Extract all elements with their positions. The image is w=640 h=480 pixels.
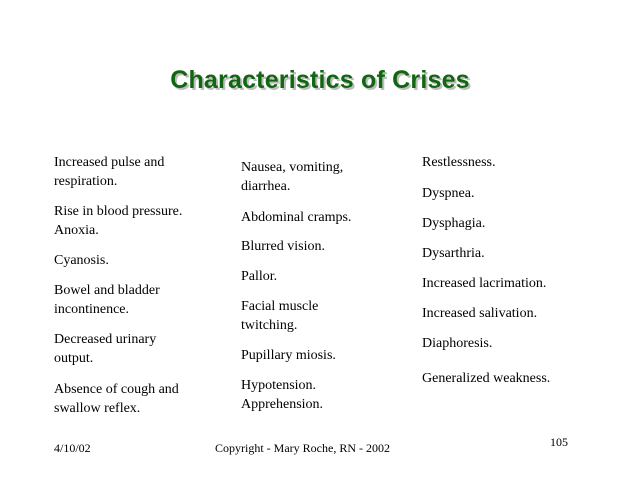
- symptom-item: [241, 267, 277, 286]
- symptom-line: Pupillary miosis.: [241, 348, 336, 363]
- symptom-line: Apprehension.: [241, 397, 324, 412]
- symptom-line: diarrhea.: [241, 179, 291, 194]
- symptom-line: Cyanosis.: [54, 253, 109, 268]
- symptom-item: [422, 184, 475, 203]
- symptom-item: [422, 334, 492, 353]
- symptom-item: [422, 274, 546, 293]
- symptom-item: [241, 237, 325, 256]
- symptom-line: swallow reflex.: [54, 401, 141, 416]
- symptom-item: [422, 304, 537, 323]
- symptom-item: [241, 158, 343, 196]
- symptom-line: Bowel and bladder: [54, 283, 160, 298]
- symptom-line: Generalized weakness.: [422, 371, 551, 386]
- symptom-item: [54, 281, 160, 319]
- symptom-item: [241, 208, 351, 227]
- symptom-item: [54, 251, 109, 270]
- symptom-item: [422, 214, 485, 233]
- symptom-line: Dysphagia.: [422, 216, 486, 231]
- symptom-line: Increased salivation.: [422, 306, 538, 321]
- symptom-line: twitching.: [241, 318, 298, 333]
- symptom-line: Abdominal cramps.: [241, 210, 352, 225]
- footer-date: 4/10/02: [54, 441, 91, 455]
- symptom-item: [422, 244, 485, 263]
- symptom-item: [241, 346, 336, 365]
- symptom-line: Nausea, vomiting,: [241, 160, 344, 175]
- symptom-line: Pallor.: [241, 269, 278, 284]
- symptom-line: Dyspnea.: [422, 186, 475, 201]
- symptom-item: [422, 369, 550, 388]
- symptom-line: Diaphoresis.: [422, 336, 493, 351]
- symptom-item: [54, 330, 156, 368]
- symptom-line: Absence of cough and: [54, 382, 179, 397]
- symptom-line: Increased pulse and: [54, 155, 165, 170]
- symptom-line: Rise in blood pressure.: [54, 204, 183, 219]
- symptom-line: respiration.: [54, 174, 118, 189]
- symptom-line: Increased lacrimation.: [422, 276, 547, 291]
- symptom-line: incontinence.: [54, 302, 130, 317]
- footer-copyright: Copyright - Mary Roche, RN - 2002: [215, 441, 390, 455]
- symptom-line: Blurred vision.: [241, 239, 325, 254]
- symptom-line: Facial muscle: [241, 299, 319, 314]
- symptom-line: output.: [54, 351, 94, 366]
- slide-title: Characteristics of Crises: [170, 66, 470, 94]
- page-number: 105: [550, 435, 568, 449]
- symptom-item: [54, 153, 164, 191]
- symptom-item: [241, 297, 318, 335]
- symptom-item: [422, 153, 496, 172]
- symptom-item: [54, 202, 182, 240]
- symptom-line: Anoxia.: [54, 223, 99, 238]
- symptom-line: Dysarthria.: [422, 246, 485, 261]
- symptom-item: [54, 380, 179, 418]
- symptom-line: Hypotension.: [241, 378, 317, 393]
- symptom-line: Restlessness.: [422, 155, 496, 170]
- symptom-line: Decreased urinary: [54, 332, 157, 347]
- symptom-item: [241, 376, 323, 414]
